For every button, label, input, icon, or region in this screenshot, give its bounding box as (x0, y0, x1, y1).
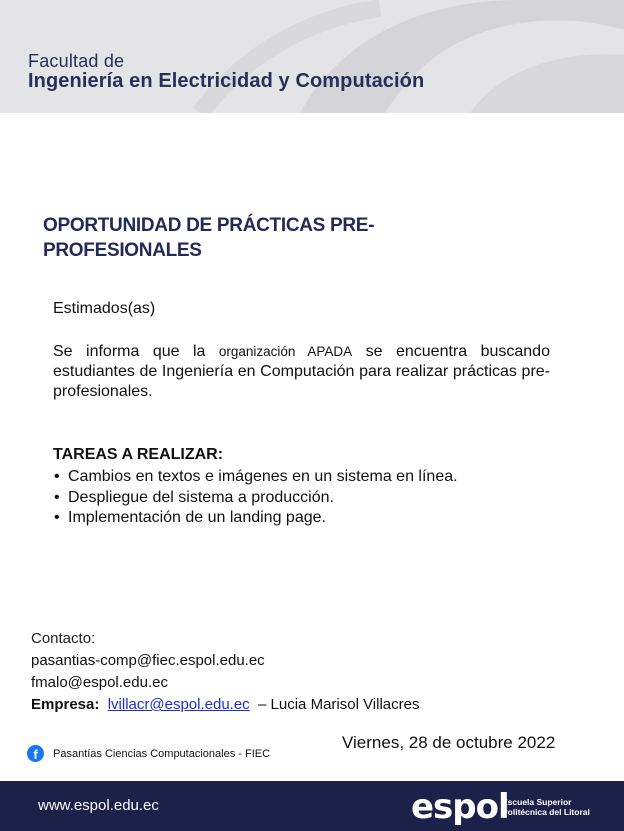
faculty-name-line2: Ingeniería en Electricidad y Computación (28, 70, 425, 92)
espol-sub-line1: Escuela Superior (502, 797, 572, 807)
facebook-page[interactable] (27, 745, 270, 762)
contact-email-2: fmalo@espol.edu.ec (31, 674, 168, 691)
contact-email-1: pasantias-comp@fiec.espol.edu.ec (31, 652, 265, 669)
contact-block (31, 628, 420, 716)
tasks-heading: TAREAS A REALIZAR: (53, 446, 224, 463)
task-item: • Cambios en textos e imágenes en un sistema en línea. (53, 467, 458, 488)
organization-name: organización APADA (218, 344, 353, 359)
faculty-name-line1: Facultad de (28, 51, 125, 71)
publication-date: Viernes, 28 de octubre 2022 (342, 733, 556, 752)
tasks-list (53, 467, 458, 529)
intro-part2: se encuentra buscando estudiantes de Ingeniería en Computación para realizar prácticas pre-profesionales. (53, 343, 550, 400)
espol-logo: espol (411, 787, 509, 827)
footer-bar (0, 781, 624, 831)
task-item: • Despliegue del sistema a producción. (53, 488, 458, 509)
contact-label: Contacto: (31, 630, 96, 647)
company-label: Empresa: (31, 696, 100, 713)
greeting: Estimados(as) (53, 300, 156, 317)
page-title: OPORTUNIDAD DE PRÁCTICAS PRE-PROFESIONALES (43, 215, 375, 261)
espol-logo-subtitle (502, 797, 590, 817)
footer-url[interactable]: www.espol.edu.ec (38, 797, 159, 814)
espol-sub-line2: Politécnica del Litoral (502, 807, 590, 817)
facebook-icon: f (27, 745, 44, 762)
company-person: – Lucia Marisol Villacres (258, 696, 420, 713)
facebook-page-name: Pasantías Ciencias Computacionales - FIEC (53, 747, 271, 760)
intro-part1: Se informa que la (53, 343, 219, 360)
task-item: • Implementación de un landing page. (53, 508, 458, 529)
company-email-link[interactable]: lvillacr@espol.edu.ec (107, 696, 250, 713)
header-banner (0, 0, 624, 113)
intro-paragraph (53, 342, 550, 402)
company-line (31, 694, 420, 716)
